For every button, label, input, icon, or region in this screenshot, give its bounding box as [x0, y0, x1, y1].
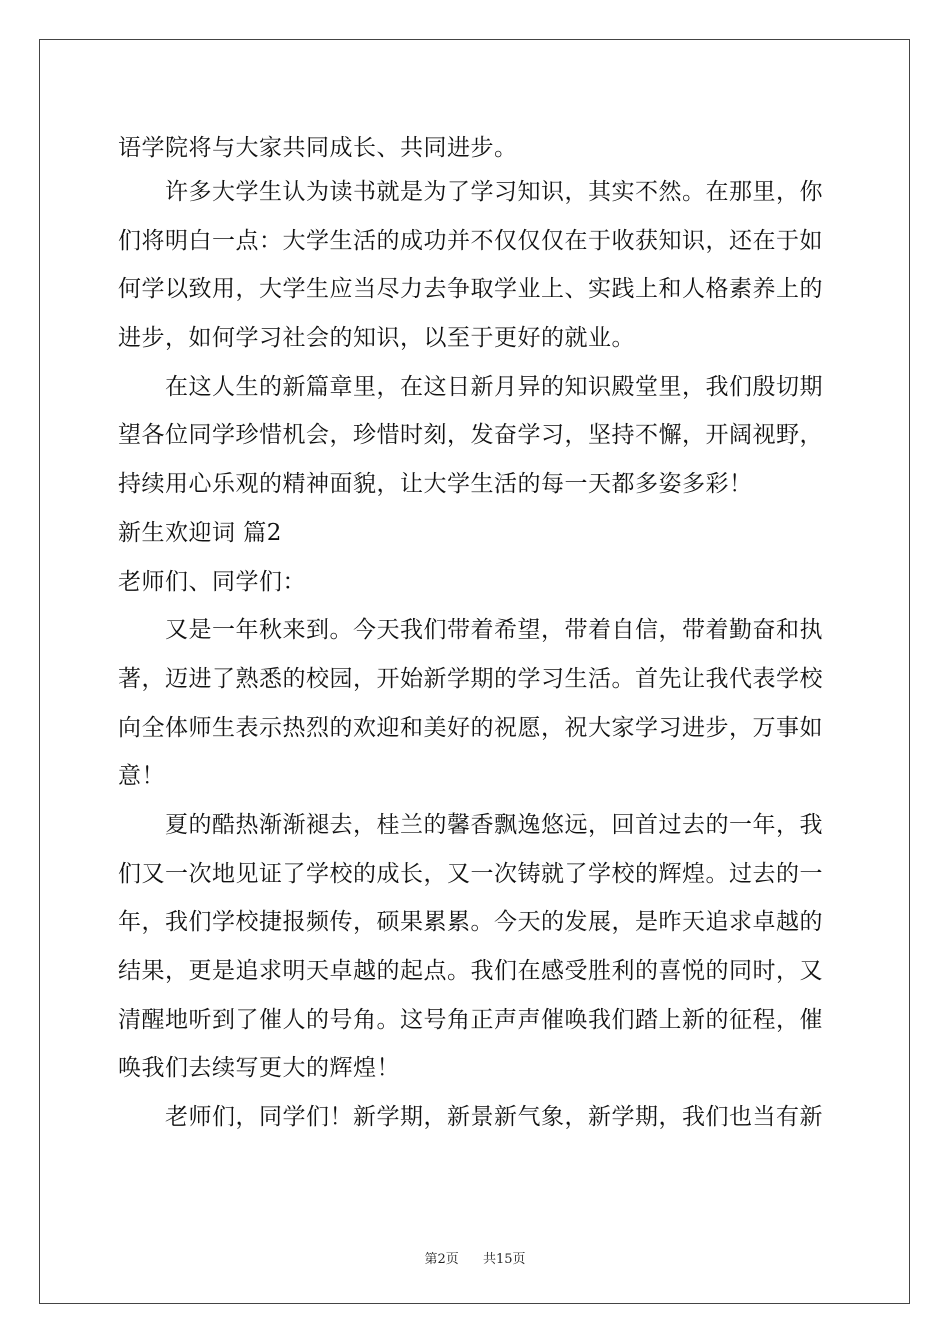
salutation: 老师们、同学们： [118, 568, 306, 595]
text-line: 年，我们学校捷报频传，硕果累累。今天的发展，是昨天追求卓越的 [118, 909, 823, 936]
text-line: 望各位同学珍惜机会，珍惜时刻，发奋学习，坚持不懈，开阔视野， [118, 422, 823, 449]
text-line: 在这人生的新篇章里，在这日新月异的知识殿堂里，我们殷切期 [165, 373, 823, 400]
page-number: 第2页 [424, 1252, 459, 1267]
text-line: 意！ [118, 763, 165, 790]
text-line: 们又一次地见证了学校的成长，又一次铸就了学校的辉煌。过去的一 [118, 860, 823, 887]
section-heading: 新生欢迎词 篇2 [118, 519, 282, 546]
text-line: 许多大学生认为读书就是为了学习知识，其实不然。在那里，你 [165, 179, 823, 205]
text-line: 持续用心乐观的精神面貌，让大学生活的每一天都多姿多彩！ [118, 471, 753, 498]
text-line: 老师们，同学们！新学期，新景新气象，新学期，我们也当有新 [165, 1104, 823, 1131]
text-line: 又是一年秋来到。今天我们带着希望，带着自信，带着勤奋和执 [165, 617, 823, 644]
text-line: 清醒地听到了催人的号角。这号角正声声催唤我们踏上新的征程，催 [118, 1006, 823, 1033]
text-line: 著，迈进了熟悉的校园，开始新学期的学习生活。首先让我代表学校 [118, 665, 823, 692]
text-line: 们将明白一点：大学生活的成功并不仅仅仅在于收获知识，还在于如 [118, 227, 823, 254]
page-footer [0, 1248, 950, 1267]
text-line: 何学以致用，大学生应当尽力去争取学业上、实践上和人格素养上的 [118, 276, 823, 303]
page-total: 共15页 [483, 1252, 526, 1267]
text-line: 进步，如何学习社会的知识，以至于更好的就业。 [118, 325, 635, 352]
document-body [118, 128, 838, 1142]
text-line: 向全体师生表示热烈的欢迎和美好的祝愿，祝大家学习进步，万事如 [118, 714, 823, 741]
text-line: 结果，更是追求明天卓越的起点。我们在感受胜利的喜悦的同时，又 [118, 958, 823, 984]
text-line: 夏的酷热渐渐褪去，桂兰的馨香飘逸悠远，回首过去的一年，我 [165, 811, 823, 838]
text-line: 唤我们去续写更大的辉煌！ [118, 1055, 400, 1082]
text-line: 语学院将与大家共同成长、共同进步。 [118, 135, 518, 161]
